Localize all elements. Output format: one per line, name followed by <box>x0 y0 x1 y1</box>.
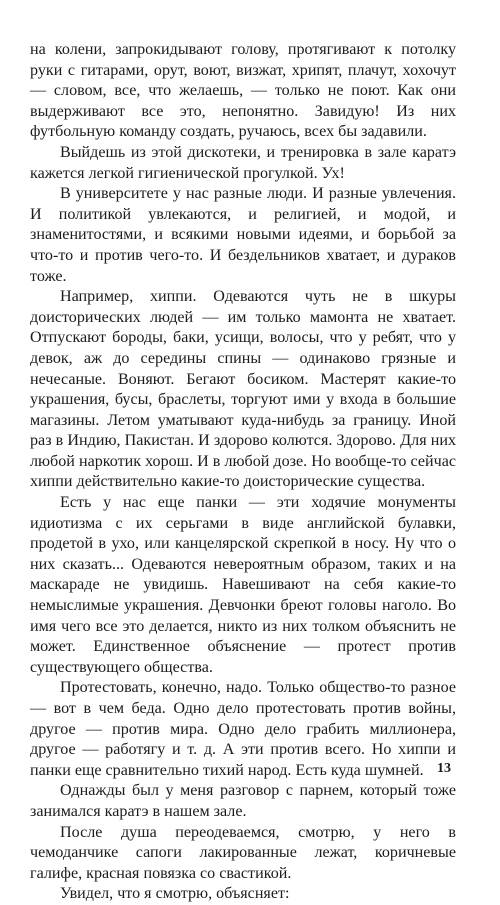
paragraph-4: Например, хиппи. Одеваются чуть не в шкуры доисторических людей — им только мамонта не хватает. Отпускают бороды, баки, усищи, волосы, что у ребят, что у девок, аж до середины спины — одинаково грязные и нечесаные. Воняют. Бегают босиком. Мастерят какие-то украшения, бусы, браслеты, торгуют ими у входа в большие магазины. Летом уматывают куда-нибудь за границу. Иной раз в Индию, Пакистан. И здорово колются. Здорово. Для них любой наркотик хорош. И в любой дозе. Но вообще-то сейчас хиппи действительно какие-то доисторические существа. <box>30 288 456 491</box>
page-number: 13 <box>437 761 451 776</box>
paragraph-8: После душа переодеваемся, смотрю, у него в чемоданчике сапоги лакированные лежат, коричневые галифе, красная повязка со свастикой. <box>30 823 456 882</box>
paragraph-7: Однажды был у меня разговор с парнем, который тоже занимался каратэ в нашем зале. <box>30 782 456 820</box>
paragraph-9: Увидел, что я смотрю, объясняет: <box>60 885 290 903</box>
paragraph-2: Выйдешь из этой дискотеки, и тренировка в зале каратэ кажется легкой гигиенической прогулкой. Ух! <box>30 143 456 182</box>
paragraph-1: на колени, запрокидывают голову, протягивают к потолку руки с гитарами, орут, воют, визжат, хрипят, плачут, хохочут — словом, все, что желаешь, — только не поют. Как они выдерживают все это, непонятно. Завидую! Из них футбольную команду создать, ручаюсь, всех бы задавили. <box>30 41 456 141</box>
paragraph-6: Протестовать, конечно, надо. Только общество-то разное — вот в чем беда. Одно дело протестовать против войны, другое — против мира. Одно дело грабить миллионера, другое — работягу и т. д. А эти против всего. Но хиппи и панки еще сравнительно тихий народ. Есть куда шумней. <box>30 679 456 779</box>
book-page-text <box>30 40 456 905</box>
paragraph-3: В университете у нас разные люди. И разные увлечения. И политикой увлекаются, и религией, и модой, и знаменитостями, и всякими новыми идеями, и борьбой за что-то и против чего-то. И бездельников хватает, и дураков тоже. <box>30 185 456 285</box>
paragraph-5: Есть у нас еще панки — эти ходячие монументы идиотизма с их серьгами в виде английской булавки, продетой в ухо, или канцелярской скрепкой в носу. Ну что о них сказать... Одеваются невероятным образом, таких и на маскараде не увидишь. Навешивают на себя какие-то немыслимые украшения. Девчонки бреют головы наголо. Во имя чего все это делается, никто из них толком объяснить не может. Единственное объяснение — протест против существующего общества. <box>30 494 456 676</box>
